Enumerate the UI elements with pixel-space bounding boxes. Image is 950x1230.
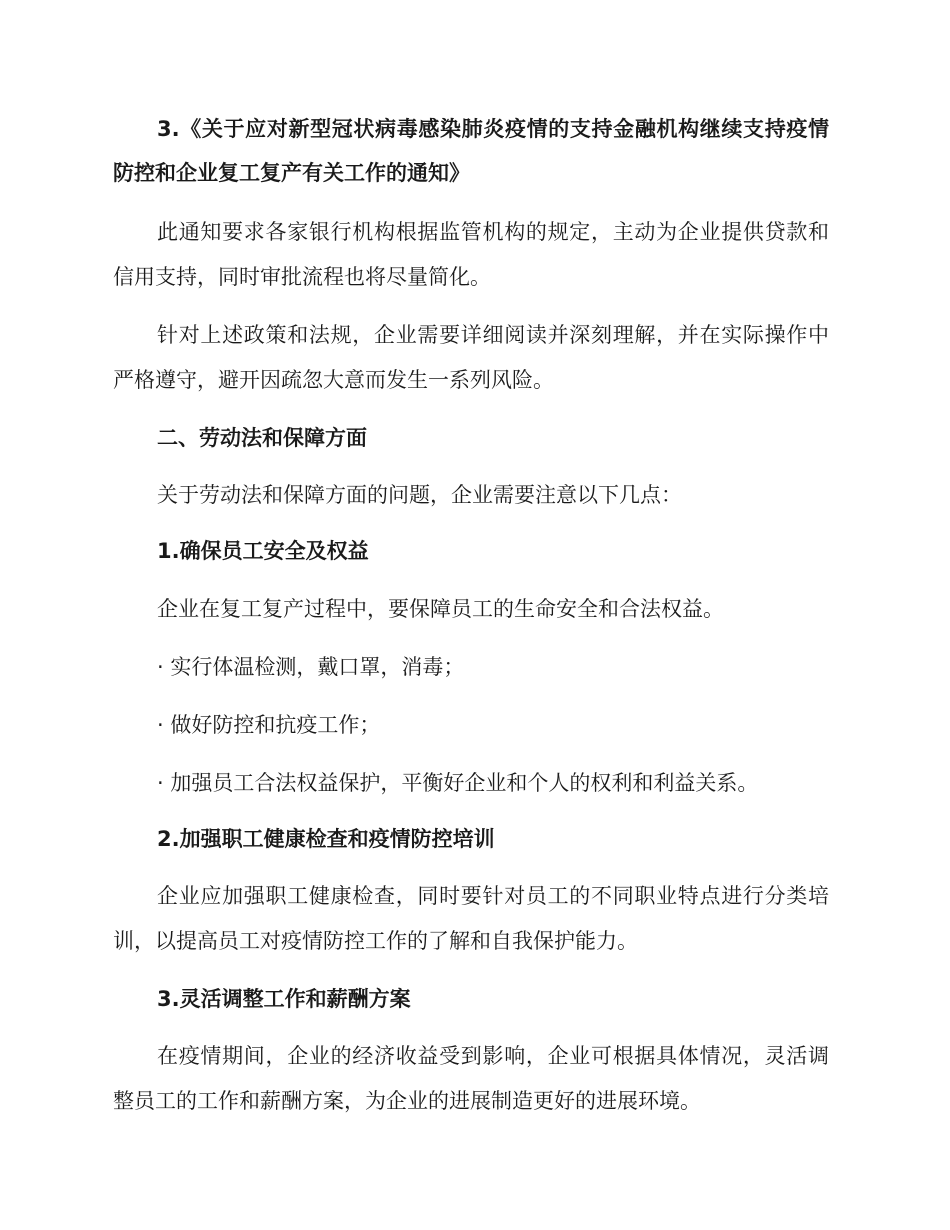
point2-heading: 2.加强职工健康检查和疫情防控培训	[157, 827, 495, 851]
point3-body-line2: 整员工的工作和薪酬方案，为企业的进展制造更好的进展环境。	[113, 1089, 701, 1113]
item3-body-line1: 此通知要求各家银行机构根据监管机构的规定，主动为企业提供贷款和	[157, 220, 829, 244]
section2-intro: 关于劳动法和保障方面的问题，企业需要注意以下几点：	[157, 483, 682, 507]
point1-body: 企业在复工复产过程中，要保障员工的生命安全和合法权益。	[157, 597, 724, 621]
item3-title-line1: 3.《关于应对新型冠状病毒感染肺炎疫情的支持金融机构继续支持疫情	[157, 117, 829, 141]
item3-body-line2: 信用支持，同时审批流程也将尽量简化。	[113, 265, 491, 289]
point2-body-line1: 企业应加强职工健康检查，同时要针对员工的不同职业特点进行分类培	[157, 884, 829, 908]
item3-title-line2: 防控和企业复工复产有关工作的通知》	[113, 161, 470, 185]
bullet-item: · 实行体温检测，戴口罩，消毒；	[157, 655, 465, 679]
point3-heading: 3.灵活调整工作和薪酬方案	[157, 987, 411, 1011]
point3-body-line1: 在疫情期间，企业的经济收益受到影响，企业可根据具体情况，灵活调	[157, 1044, 829, 1068]
summary-line2: 严格遵守，避开因疏忽大意而发生一系列风险。	[113, 368, 554, 392]
point1-heading: 1.确保员工安全及权益	[157, 539, 369, 563]
bullet-item: · 做好防控和抗疫工作；	[157, 713, 381, 737]
summary-line1: 针对上述政策和法规，企业需要详细阅读并深刻理解，并在实际操作中	[157, 323, 829, 347]
section2-heading: 二、劳动法和保障方面	[157, 426, 367, 450]
bullet-item: · 加强员工合法权益保护，平衡好企业和个人的权利和利益关系。	[157, 771, 759, 795]
point2-body-line2: 训，以提高员工对疫情防控工作的了解和自我保护能力。	[113, 929, 638, 953]
